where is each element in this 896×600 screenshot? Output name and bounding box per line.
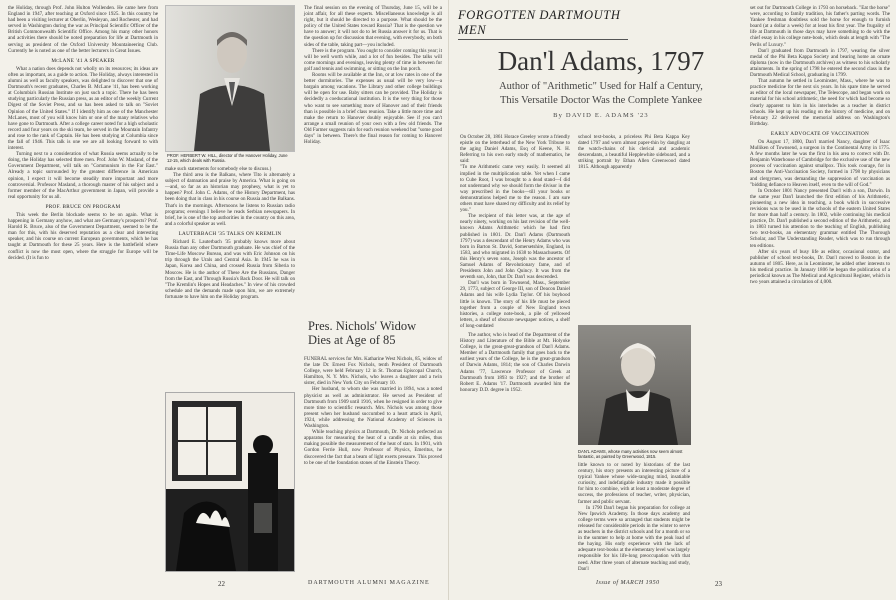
paragraph: The recipient of this letter was, at the age of nearly ninety, working on his last revision of the well-known Adams Arithmetic which he had first published in 1801. Dr. Dan'l Adams (Dartmouth 1797) was a descendant of the Henry Adams who was born in Barton St. David, Somersetshire, England, in 1583, and who migrated in 1638 to Massachusetts. Of this Henry's seven sons, Joseph was the ancestor of Samuel Adams of Revolutionary fame, and of Presidents John and John Quincy. It was from the seventh son, John, that Dr. Dan'l was descended. xyxy=(460,213,570,281)
article-headline: Pres. Nichols' Widow Dies at Age of 85 xyxy=(308,319,417,347)
article-title: Dan'l Adams, 1797 xyxy=(497,46,705,76)
author-note: The author, who is head of the Department of the History and Literature of the Bible at Mt. Holyoke College, is the great-great-grandson of Dan'l Adams. Member of a Dartmouth family that goes back to the earliest years of the College, he is the great-grandson of Darwin Adams, 1814; the son of Charles Darwin Adams '77, Lawrence Professor of Greek at Dartmouth from 1893 to 1927; and the brother of Robert E. Adams '17. Dartmouth awarded him the honorary D.D. degree in 1952. xyxy=(460,332,570,393)
paragraph: There is the program. You ought to consider coming this year; it will be well worth while, and a lot of fun besides. The talks will come mornings and evenings, leaving plenty of time in between for golf and tennis and swimming, or sitting on the Inn porch. xyxy=(304,47,442,72)
section-heading: McLANE '41 A SPEAKER xyxy=(51,57,115,64)
photo-caption: PROF. HERBERT W. HILL, director of the Hanover Holiday, June 12-15, which deals with Russia. xyxy=(167,153,288,164)
paragraph: Richard E. Lauterbach '35 probably knows more about Russia than any other Dartmouth graduate. He was chief of the Time-Life Moscow Bureau, and was with Eric Johnson on his trip through the Urals and Central Asia. In 1945 he was in Japan, Korea and China, and crossed Russia from Siberia to Moscow. He is the author of These Are the Russians, Danger from the East, and Through Russia's Back Door. He will talk on "The Kremlin's Hopes and Headaches." In view of his crowded schedule and the demands made upon him, we are extremely fortunate to have him on the Holiday program. xyxy=(165,239,295,300)
left-column-1 xyxy=(8,5,158,261)
paragraph: make such statements for somebody else to discuss.) xyxy=(165,166,272,172)
section-heading: LAUTERBACH '35 TALKS ON KREMLIN xyxy=(178,230,282,237)
paragraph: Rooms will be available at the Inn, or at low rates in one of the better dormitories. The expenses as usual will be very low—a bargain among vacations. The Library and other college buildings will be open for use. Baby sitters can be provided. The Holiday is decidedly a coeducational institution. It is the very thing for those who want to see something more of Hanover and of their friends than is possible in a brief class reunion. Take a little more time and make the return to Hanover doubly enjoyable. See if you can't arrange a small reunion of your own with a few old friends. The Old Farmer suggests rain for each reunion weekend but "some good days" in between. There's the final reason for coming to Hanover Holiday. xyxy=(304,72,442,146)
paragraph: Dan'l was born in Townsend, Mass., September 29, 1773, subject of George III, son of Deacon Daniel Adams and his wife Lydia Taylor. Of his boyhood little is known. The story of his life must be pieced together from a couple of New England town histories, a college note-book, a pile of yellowed letters, a sheaf of obscure newspaper notices, a shelf of long-outdated xyxy=(460,280,570,329)
section-tag: FORGOTTEN DARTMOUTH MEN xyxy=(458,8,628,40)
paragraph: Her husband, to whom she was married in 1894, was a noted physicist as well as administrator. He served as President of Dartmouth from 1909 until 1916, when he resigned in order to give more time to scientific research. Mrs. Nichols was among those present when her husband succumbed to a heart attack in April, 1924, while addressing the National Academy of Sciences in Washington. xyxy=(304,386,442,430)
paragraph: While teaching physics at Dartmouth, Dr. Nichols perfected an apparatus for measuring the heat of a candle at six miles, thus making possible the measurement of the heat of stars. In 1901, with Gordon Ferrie Hull, now Professor of Physics, Emeritus, he discovered the fact that a beam of light exerts pressure. This proved to be one of the foundation stones of the Einstein Theory. xyxy=(304,429,442,466)
paragraph: Dan'l graduated from Dartmouth in 1797, wearing the silver medal of the Phi Beta Kappa Society and bearing home an ornate diploma (now in the Dartmouth archives) as witness to his scholarly attainments. In the spring of 1798 he entered the second class in the Dartmouth Medical School, graduating in 1799. xyxy=(750,47,890,79)
page-number: 22 xyxy=(218,580,225,588)
paragraph: After six years of busy life as editor, occasional orator, and publisher of school text-books, Dr. Dan'l moved to Boston in the autumn of 1805. Here, as in Leominster, he added other interests to his medical practice. In January 1806 he began the publication of a periodical known as The Medical and Agricultural Register, which in two years attained a circulation of 4,000. xyxy=(750,248,890,286)
paragraph: FUNERAL services for Mrs. Katharine West Nichols, 85, widow of the late Dr. Ernest Fox Nichols, tenth President of Dartmouth College, were held February 12 in St. Thomas Episcopal Church, Hamilton, N. Y. Mrs. Nichols, who leaves a daughter and a twin sister, died in New York City on February 10. xyxy=(304,356,442,387)
issue-footer: Issue of MARCH 1950 xyxy=(596,580,660,586)
letter-quote: "To me Arithmetic came very easily. It seemed all implied in the multiplication table. Yet when I came to Cube Root, I was brought to a dead stand—I did not understand why we should form the divisor in the way prescribed in the books—till your books or demonstrations helped me to the reason. I am sure others must have shared my difficulty and its relief by you." xyxy=(460,164,570,214)
subtitle-line: This Versatile Doctor Was the Complete Yankee xyxy=(499,94,703,106)
section-heading: EARLY ADVOCATE OF VACCINATION xyxy=(770,130,870,137)
left-column-3-article xyxy=(304,356,442,466)
portrait-dan-adams xyxy=(578,325,691,445)
paragraph: In October 1801 Nancy presented Dan'l with a son, Darwin. In the same year Dan'l launched the first edition of his Arithmetic, pioneering a new idea in teaching, a book which in successive revisions was to be used in the schools of the eastern United States for more than half a century. In 1802, while continuing his medical practice, Dr. Dan'l published a second edition of the Arithmetic, and in 1803 turned his attention to the teaching of English, publishing two text-books, an elementary grammar entitled The Thorough Scholar, and The Understanding Reader, which was to run through ten editions. xyxy=(750,187,890,249)
paragraph: This week the Berlin blockade seems to be on again. What is happening in Germany anyhow, and what are Germany's prospects? Prof. Harold R. Bruce, also of the Government Department, seemed to be the man for this, with his deserved reputation as a clear and interesting speaker, and his course on current European governments, which he has taught at Dartmouth for these 25 years. Here is the battlefield where conflict is now the most open, where the struggle for Europe will be decided. (It is fun to xyxy=(8,212,158,261)
page-number: 23 xyxy=(715,580,722,588)
photo-caption: DAN'L ADAMS, whose many activities now seem almost fantastic, as painted by Greenwood, 1815. xyxy=(578,449,683,460)
section-heading: PROF. BRUCE ON PROGRAM xyxy=(45,203,121,210)
portrait-photo-hill xyxy=(165,5,295,152)
paragraph: What a nation does depends not wholly on its resources; its ideas are often as important, as a guide to action. The Holiday, always interested in alumni as well as faculty speakers, was delighted to discover that one of Dartmouth's recent graduates, Charles B. McLane '41, has been working at Columbia's Russian Institute on just such a topic. There he has been studying particularly the Russian press, as an editor of the weekly Current Digest of the Soviet Press, and so has been asked to talk on "Soviet Opinion of the United States." If I identify him as one of the Manchester McLanes, most of you will know him or one of the many relatives who have gone to Dartmouth. After a college career noted for a high scholastic record and four years on the ski team, he served in the Mountain Infantry and rose to the rank of Captain. He has been studying at Columbia since the fall of 1946. This talk is one we are all looking forward to with interest. xyxy=(8,65,158,152)
right-column-2-bottom xyxy=(578,462,690,572)
subtitle-line: Author of "Arithmetic" Used for Half a Century, xyxy=(499,81,703,92)
paragraph: On August 17, 1800, Dan'l married Nancy, daughter of Isaac Mulliken of Townsend, a surgeon in the Continental Army in 1775. A few months later he was the first in his area to correct with Dr. Benjamin Waterhouse of Cambridge for the exclusive use of the new process of vaccination against smallpox. This took courage, for in Boston the Anti-Vaccination Society, formed in 1798 by physicians and clergymen, was demanding the suppression of vaccination as "bidding defiance to Heaven itself, even to the will of God." xyxy=(750,138,890,188)
paragraph: little known to or noted by historians of the last century, his story presents an interesting picture of a typical Yankee whose wide-ranging mind, insatiable curiosity, and indefatigable industry made it possible for him to combine, with at least a moderate degree of success, the professions of teacher, writer, physician, farmer and public servant. xyxy=(578,462,690,505)
paragraph: set out for Dartmouth College in 1793 on horseback. "Eat the horse" were, according to family tradition, his father's parting words. The Yankee freshman doubtless sold the horse for enough to furnish board (at a dollar a week) for at least his first year. The frugality of life at Dartmouth in those days may have something to do with the chief essay in his college note-book, which deals at length with "The Perils of Luxury." xyxy=(750,5,890,48)
paragraph: school text-books, a priceless Phi Beta Kappa Key dated 1797 and worn almost paper-thin by dangling at the watch-chains of his clerical and academic descendants, a beautiful Hepplewhite sideboard, and a striking portrait by Ethan Allen Greenwood dated 1815. Although apparently xyxy=(578,134,690,171)
paragraph: The final session on the evening of Thursday, June 15, will be a joint affair, for all these experts. Miscellaneous knowledge is all right, but it should be directed to a purpose. What should be the policy of the United States toward Russia? That is the question we have to answer; it will not do to let Russia answer it for us. That is the question up for discussion that evening, with everybody, on both sides of the table, taking part—you included. xyxy=(304,5,442,48)
paragraph: the Holiday, through Prof. John Hulton Wollenden. He came here from England in 1947, after teaching at Oxford since 1925. In this country he had been a visiting lecturer at Oberlin, Wesleyan, and Rochester, and had served in Washington during the war as Principal Scientific Officer of the British Commonwealth Scientific Office. Among his many other honors and activities there should be noted preparation for life at Dartmouth in serving as president of the Oxford University Mountaineering Club. Currently he is noted as one of the better lecturers in Great Issues. xyxy=(8,5,158,54)
article-subtitle xyxy=(458,80,744,107)
paragraph: That autumn he settled in Leominster, Mass., where he was to practice medicine for the next six years. In his spare time he served as editor of the local newspaper, The Telescope, and began work on material for his school arithmetic, the need for which had become so clearly apparent to him in his interludes as a teacher in district schools. He kept up his reading on the history of medicine, and on February 22 delivered the memorial address on Washington's Birthday. xyxy=(750,78,890,127)
paragraph: The third area is the Balkans, where Tito is alternately a subject of damnation and praise by America. What is going on—and, so far as an historian may prophesy, what is yet to happen? Prof. John C. Adams, of the History Department, has been doing that in class in his course on Russia and the Balkans. That's in the mornings. Afternoons he listens to Russian radio programs; evenings I believe he reads Serbian newspapers. In brief, he is one of the top authorities in the country on this area, and a colorful speaker as well. xyxy=(165,172,295,227)
right-column-1 xyxy=(460,134,570,393)
paragraph: In 1790 Dan'l began his preparation for college at New Ipswich Academy. In those days academy and college terms were so arranged that students might be released for considerable periods in the winter to serve as teachers in the district schools and for a month or so in the summer to help at home with the peak load of the haying. His early experience with the lack of adequate text-books at the elementary level was largely responsible for his life-long preoccupation with that need. After three years of alternate teaching and study, Dan'l xyxy=(578,504,690,572)
paragraph: On October 28, 1861 Horace Greeley wrote a friendly epistle on the letterhead of the New York Tribune to the aging Daniel Adams, Esq of Keene, N. H. Referring to his own early study of mathematics, he said: xyxy=(460,134,570,165)
left-column-3 xyxy=(304,5,442,145)
left-column-2 xyxy=(165,166,295,300)
right-column-2-top xyxy=(578,134,690,171)
decorative-illustration xyxy=(165,392,295,572)
magazine-footer: DARTMOUTH ALUMNI MAGAZINE xyxy=(308,580,430,586)
right-column-3 xyxy=(750,5,890,285)
byline: By DAVID E. ADAMS '23 xyxy=(553,112,649,119)
paragraph: Turning next to a consideration of what Russia seems actually to be doing, the Holiday has selected three men. Prof. John W. Masland, of the Government Department, will talk on "Communism in the Far East." Already a topic surrounded by the greatest difference in American opinion, I expect it will become steadily more important and more controversial. Professor Masland, a thorough master of his subject and a former member of the MacArthur government in Japan, will provide a real opportunity for us all. xyxy=(8,151,158,200)
